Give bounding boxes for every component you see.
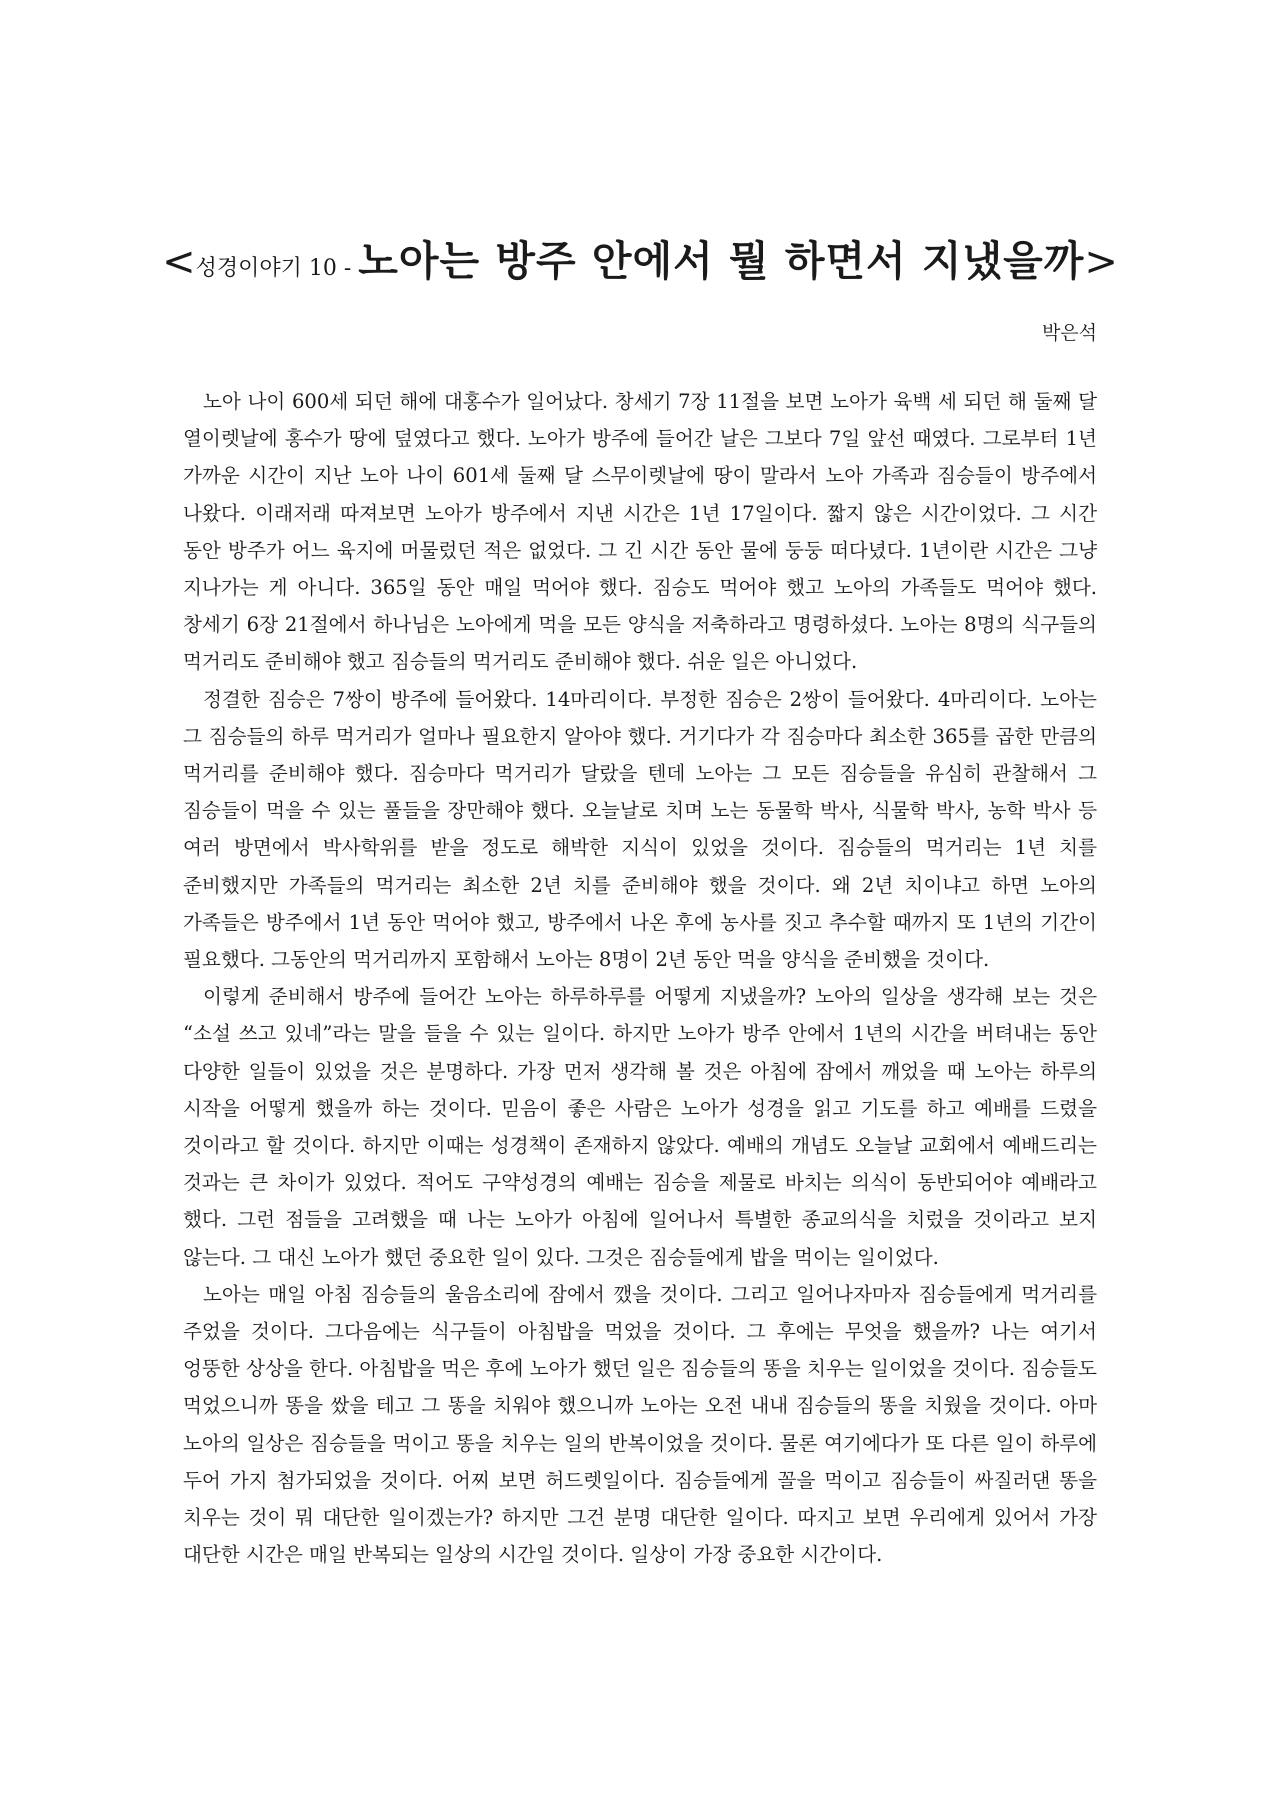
paragraph: 이렇게 준비해서 방주에 들어간 노아는 하루하루를 어떻게 지냈을까? 노아의 일상을 생각해 보는 것은 “소설 쓰고 있네”라는 말을 들을 수 있는 일이다. 하지만 노아가 방주 안에서 1년의 시간을 버텨내는 동안 다양한 일들이 있었을 것은 분명하다. 가장 먼저 생각해 볼 것은 아침에 잠에서 깨었을 때 노아는 하루의 시작을 어떻게 했을까 하는 것이다. 믿음이 좋은 사람은 노아가 성경을 읽고 기도를 하고 예배를 드렸을 것이라고 할 것이다. 하지만 이때는 성경책이 존재하지 않았다. 예배의 개념도 오늘날 교회에서 예배드리는 것과는 큰 차이가 있었다. 적어도 구약성경의 예배는 짐승을 제물로 바치는 의식이 동반되어야 예배라고 했다. 그런 점들을 고려했을 때 나는 노아가 아침에 일어나서 특별한 종교의식을 치렀을 것이라고 보지 않는다. 그 대신 노아가 했던 중요한 일이 있다. 그것은 짐승들에게 밥을 먹이는 일이었다. xyxy=(183,985,1098,1269)
title-series-label: 성경이야기 10 - xyxy=(195,256,359,282)
page-title xyxy=(0,231,1280,299)
paragraph: 노아는 매일 아침 짐승들의 울음소리에 잠에서 깼을 것이다. 그리고 일어나자마자 짐승들에게 먹거리를 주었을 것이다. 그다음에는 식구들이 아침밥을 먹었을 것이다. 그 후에는 무엇을 했을까? 나는 여기서 엉뚱한 상상을 한다. 아침밥을 먹은 후에 노아가 했던 일은 짐승들의 똥을 치우는 일이었을 것이다. 짐승들도 먹었으니까 똥을 쌌을 테고 그 똥을 치워야 했으니까 노아는 오전 내내 짐승들의 똥을 치웠을 것이다. 아마 노아의 일상은 짐승들을 먹이고 똥을 치우는 일의 반복이었을 것이다. 물론 여기에다가 또 다른 일이 하루에 두어 가지 첨가되었을 것이다. 어찌 보면 허드렛일이다. 짐승들에게 꼴을 먹이고 짐승들이 싸질러댄 똥을 치우는 것이 뭐 대단한 일이겠는가? 하지만 그건 분명 대단한 일이다. 따지고 보면 우리에게 있어서 가장 대단한 시간은 매일 반복되는 일상의 시간일 것이다. 일상이 가장 중요한 시간이다. xyxy=(183,1282,1097,1567)
title-open-bracket: < xyxy=(162,239,196,286)
title-main-text: 노아는 방주 안에서 뭘 하면서 지냈을까 xyxy=(358,237,1085,286)
title-close-bracket: > xyxy=(1084,239,1118,286)
paragraph: 정결한 짐승은 7쌍이 방주에 들어왔다. 14마리이다. 부정한 짐승은 2쌍이 들어왔다. 4마리이다. 노아는 그 짐승들의 하루 먹거리가 얼마나 필요한지 알아야 했다. 거기다가 각 짐승마다 최소한 365를 곱한 만큼의 먹거리를 준비해야 했다. 짐승마다 먹거리가 달랐을 텐데 노아는 그 모든 짐승들을 유심히 관찰해서 그 짐승들이 먹을 수 있는 풀들을 장만해야 했다. 오늘날로 치며 노는 동물학 박사, 식물학 박사, 농학 박사 등 여러 방면에서 박사학위를 받을 정도로 해박한 지식이 있었을 것이다. 짐승들의 먹거리는 1년 치를 준비했지만 가족들의 먹거리는 최소한 2년 치를 준비해야 했을 것이다. 왜 2년 치이냐고 하면 노아의 가족들은 방주에서 1년 동안 먹어야 했고, 방주에서 나온 후에 농사를 짓고 추수할 때까지 또 1년의 기간이 필요했다. 그동안의 먹거리까지 포함해서 노아는 8명이 2년 동안 먹을 양식을 준비했을 것이다. xyxy=(183,687,1097,972)
paragraph: 노아 나이 600세 되던 해에 대홍수가 일어났다. 창세기 7장 11절을 보면 노아가 육백 세 되던 해 둘째 달 열이렛날에 홍수가 땅에 덮였다고 했다. 노아가 방주에 들어간 날은 그보다 7일 앞선 때였다. 그로부터 1년 가까운 시간이 지난 노아 나이 601세 둘째 달 스무이렛날에 땅이 말라서 노아 가족과 짐승들이 방주에서 나왔다. 이래저래 따져보면 노아가 방주에서 지낸 시간은 1년 17일이다. 짧지 않은 시간이었다. 그 시간 동안 방주가 어느 육지에 머물렀던 적은 없었다. 그 긴 시간 동안 물에 둥둥 떠다녔다. 1년이란 시간은 그냥 지나가는 게 아니다. 365일 동안 매일 먹어야 했다. 짐승도 먹어야 했고 노아의 가족들도 먹어야 했다. 창세기 6장 21절에서 하나님은 노아에게 먹을 모든 양식을 저축하라고 명령하셨다. 노아는 8명의 식구들의 먹거리도 준비해야 했고 짐승들의 먹거리도 준비해야 했다. 쉬운 일은 아니었다. xyxy=(183,390,1097,674)
article-body xyxy=(183,383,1097,1574)
author-name: 박은석 xyxy=(1041,322,1097,344)
